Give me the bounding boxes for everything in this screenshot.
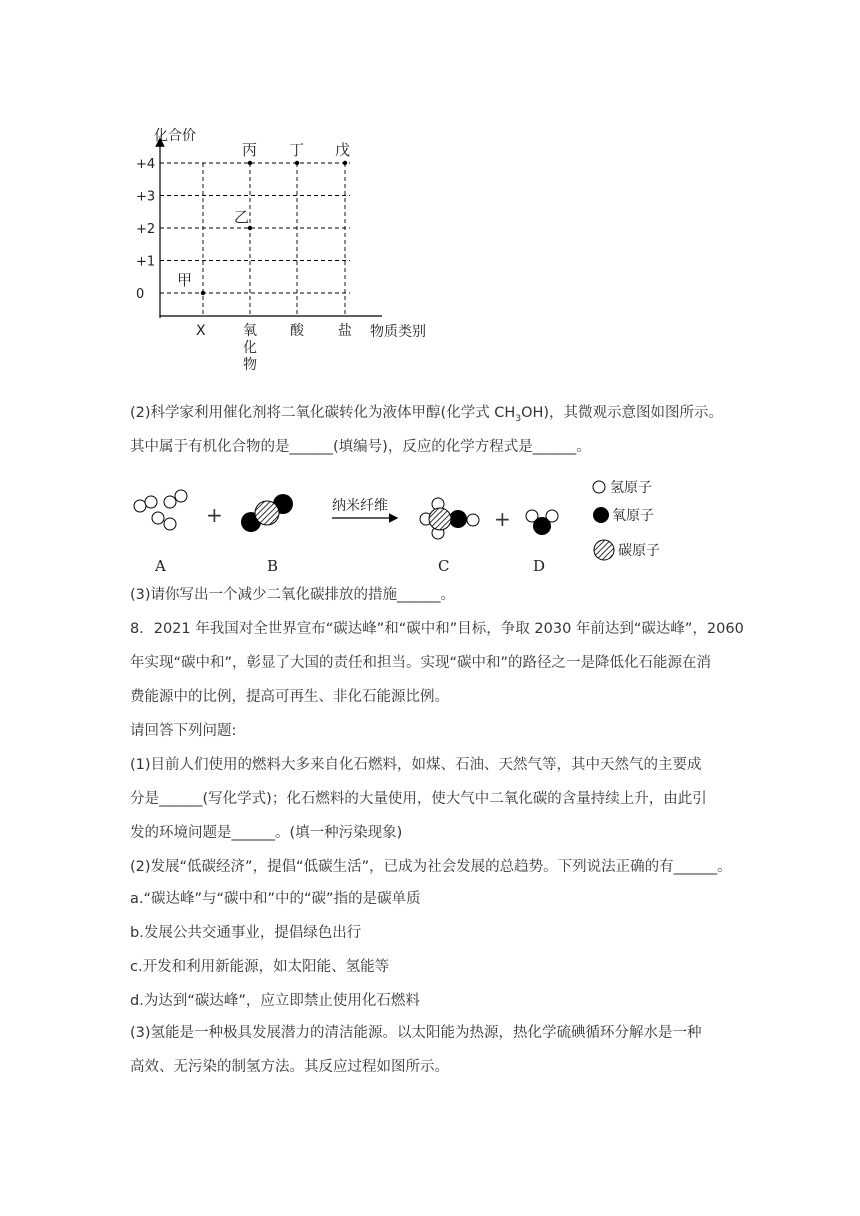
label-a: A [155,557,166,575]
q8-line-2: 年实现“碳中和”，彰显了大国的责任和担当。实现“碳中和”的路径之一是降低化石能源在消 [130,655,712,671]
label-c: C [438,557,450,575]
legend-hydrogen: 氢原子 [610,480,652,496]
x-axis-title: 物质类别 [370,324,426,340]
label-b: B [267,557,279,575]
q8-line-3: 费能源中的比例，提高可再生、非化石能源比例。 [130,689,449,705]
y-tick-label: +1 [136,254,156,270]
molecule-d [526,510,558,535]
x-category-label: 酸 [290,323,304,339]
y-tick-label: 0 [136,287,145,302]
molecule-b [241,494,293,532]
arrow-label: 纳米纤维 [332,498,388,514]
x-category-label: 化 [243,340,257,356]
x-category-label: 物 [243,357,257,373]
y-axis-title: 化合价 [154,128,196,144]
data-point-label: 甲 [177,271,193,289]
data-point [343,161,347,165]
q8-3-line-1: (3)氢能是一种极具发展潜力的清洁能源。以太阳能为热源，热化学硫碘循环分解水是一种 [130,1025,702,1041]
x-category-label: 氧 [243,323,257,339]
y-tick-label: +2 [136,222,156,237]
legend [593,480,660,560]
q8-1-line-1: (1)目前人们使用的燃料大多来自化石燃料，如煤、石油、天然气等，其中天然气的主要成 [130,757,702,773]
valence-chart [120,120,460,390]
data-point [248,226,252,230]
q8-1-line-2: 分是______(写化学式)；化石燃料的大量使用，使大气中二氧化碳的含量持续上升，由此引 [130,791,707,807]
legend-oxygen-swatch [593,507,609,523]
reaction-diagram [120,470,680,590]
x-category-label: 盐 [338,323,352,339]
option-b: b.发展公共交通事业，提倡绿色出行 [130,925,362,941]
molecule-a [134,490,187,530]
label-d: D [533,557,546,575]
q8-line-1: 8．2021 年我国对全世界宣布“碳达峰”和“碳中和”目标，争取 2030 年前达到“碳达峰”，2060 [130,621,744,637]
legend-oxygen: 氧原子 [612,508,654,524]
data-point [201,291,205,295]
valence-chart-svg [120,120,460,390]
plus-1: + [206,503,223,527]
q8-3-line-2: 高效、无污染的制氢方法。其反应过程如图所示。 [130,1059,449,1075]
data-point-label: 丙 [242,141,258,159]
legend-hydrogen-swatch [593,481,605,493]
y-tick-label: +3 [136,189,156,205]
option-a: a.“碳达峰”与“碳中和”中的“碳”指的是碳单质 [130,891,421,907]
prompt: 请回答下列问题: [130,723,237,739]
plus-2: + [494,507,511,531]
molecule-c [420,498,479,539]
x-category-label: X [196,323,206,339]
data-point [248,161,252,165]
q8-1-line-3: 发的环境问题是______。(填一种污染现象) [130,825,403,841]
data-point-label: 丁 [289,141,305,159]
q3-line: (3)请你写出一个减少二氧化碳排放的措施______。 [130,587,456,603]
option-c: c.开发和利用新能源，如太阳能、氢能等 [130,959,390,975]
option-d: d.为达到“碳达峰”，应立即禁止使用化石燃料 [130,993,420,1009]
legend-carbon: 碳原子 [618,543,660,559]
legend-carbon-swatch [594,540,614,560]
reaction-svg [120,470,680,590]
data-point-label: 戊 [335,141,351,159]
y-tick-label: +4 [136,157,156,172]
data-point-label: 乙 [234,208,250,226]
q2-line-2: 其中属于有机化合物的是______(填编号)，反应的化学方程式是______。 [130,439,591,455]
q2-subscript: 3 [515,413,522,424]
q8-2-line: (2)发展“低碳经济”，提倡“低碳生活”，已成为社会发展的总趋势。下列说法正确的有______。 [130,859,732,875]
q2-line-1: (2)科学家利用催化剂将二氧化碳转化为液体甲醇(化学式 $CH_3OH$)，其微观示意图如图所示。 [130,405,724,424]
data-point [295,161,299,165]
